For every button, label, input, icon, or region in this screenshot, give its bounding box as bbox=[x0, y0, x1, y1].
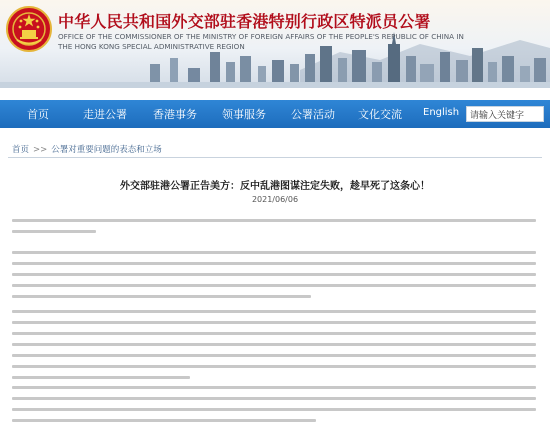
text-line-placeholder bbox=[12, 386, 536, 389]
site-title-chinese: 中华人民共和国外交部驻香港特别行政区特派员公署 bbox=[58, 12, 431, 31]
article-paragraph-1-placeholder bbox=[12, 219, 536, 241]
national-emblem-icon bbox=[6, 6, 52, 52]
article-date: 2021/06/06 bbox=[251, 195, 299, 204]
nav-item-home[interactable]: 首页 bbox=[27, 108, 49, 121]
site-title-english-line-2: THE HONG KONG SPECIAL ADMINISTRATIVE REGION bbox=[58, 42, 245, 51]
nav-item-hong-kong-affairs[interactable]: 香港事务 bbox=[153, 108, 197, 121]
nav-item-cultural-exchange[interactable]: 文化交流 bbox=[358, 108, 402, 121]
text-line-placeholder bbox=[12, 295, 311, 298]
search-input[interactable] bbox=[466, 106, 544, 122]
text-line-placeholder bbox=[12, 332, 536, 335]
header-banner bbox=[0, 0, 550, 88]
text-line-placeholder bbox=[12, 219, 536, 222]
text-line-placeholder bbox=[12, 284, 536, 287]
text-line-placeholder bbox=[12, 262, 536, 265]
site-title-english-line-1: OFFICE OF THE COMMISSIONER OF THE MINISTRY OF FOREIGN AFFAIRS OF THE PEOPLE'S REPUBLIC OF CHINA IN bbox=[58, 32, 464, 41]
text-line-placeholder bbox=[12, 321, 536, 324]
article-paragraph-4-placeholder bbox=[12, 386, 536, 427]
text-line-placeholder bbox=[12, 419, 316, 422]
text-line-placeholder bbox=[12, 397, 536, 400]
text-line-placeholder bbox=[12, 376, 190, 379]
text-line-placeholder bbox=[12, 354, 536, 357]
site-title-english bbox=[58, 32, 464, 52]
article-paragraph-2-placeholder bbox=[12, 251, 536, 306]
text-line-placeholder bbox=[12, 273, 536, 276]
text-line-placeholder bbox=[12, 251, 536, 254]
breadcrumb-home-link[interactable]: 首页 bbox=[12, 145, 30, 155]
breadcrumb bbox=[12, 143, 162, 155]
main-navigation-bar bbox=[0, 100, 550, 128]
english-language-link[interactable]: English bbox=[423, 107, 460, 118]
text-line-placeholder bbox=[12, 310, 536, 313]
article-paragraph-3-placeholder bbox=[12, 310, 536, 387]
article-title: 外交部驻港公署正告美方：反中乱港图谋注定失败，趁早死了这条心！ bbox=[120, 181, 430, 192]
text-line-placeholder bbox=[12, 343, 536, 346]
breadcrumb-separator: >> bbox=[33, 145, 48, 155]
text-line-placeholder bbox=[12, 365, 536, 368]
nav-item-office-activities[interactable]: 公署活动 bbox=[291, 108, 335, 121]
breadcrumb-current-section-link[interactable]: 公署对重要问题的表态和立场 bbox=[51, 145, 162, 155]
text-line-placeholder bbox=[12, 408, 536, 411]
nav-item-consular-services[interactable]: 领事服务 bbox=[222, 108, 266, 121]
divider bbox=[8, 157, 542, 158]
text-line-placeholder bbox=[12, 230, 96, 233]
nav-item-about-office[interactable]: 走进公署 bbox=[83, 108, 127, 121]
